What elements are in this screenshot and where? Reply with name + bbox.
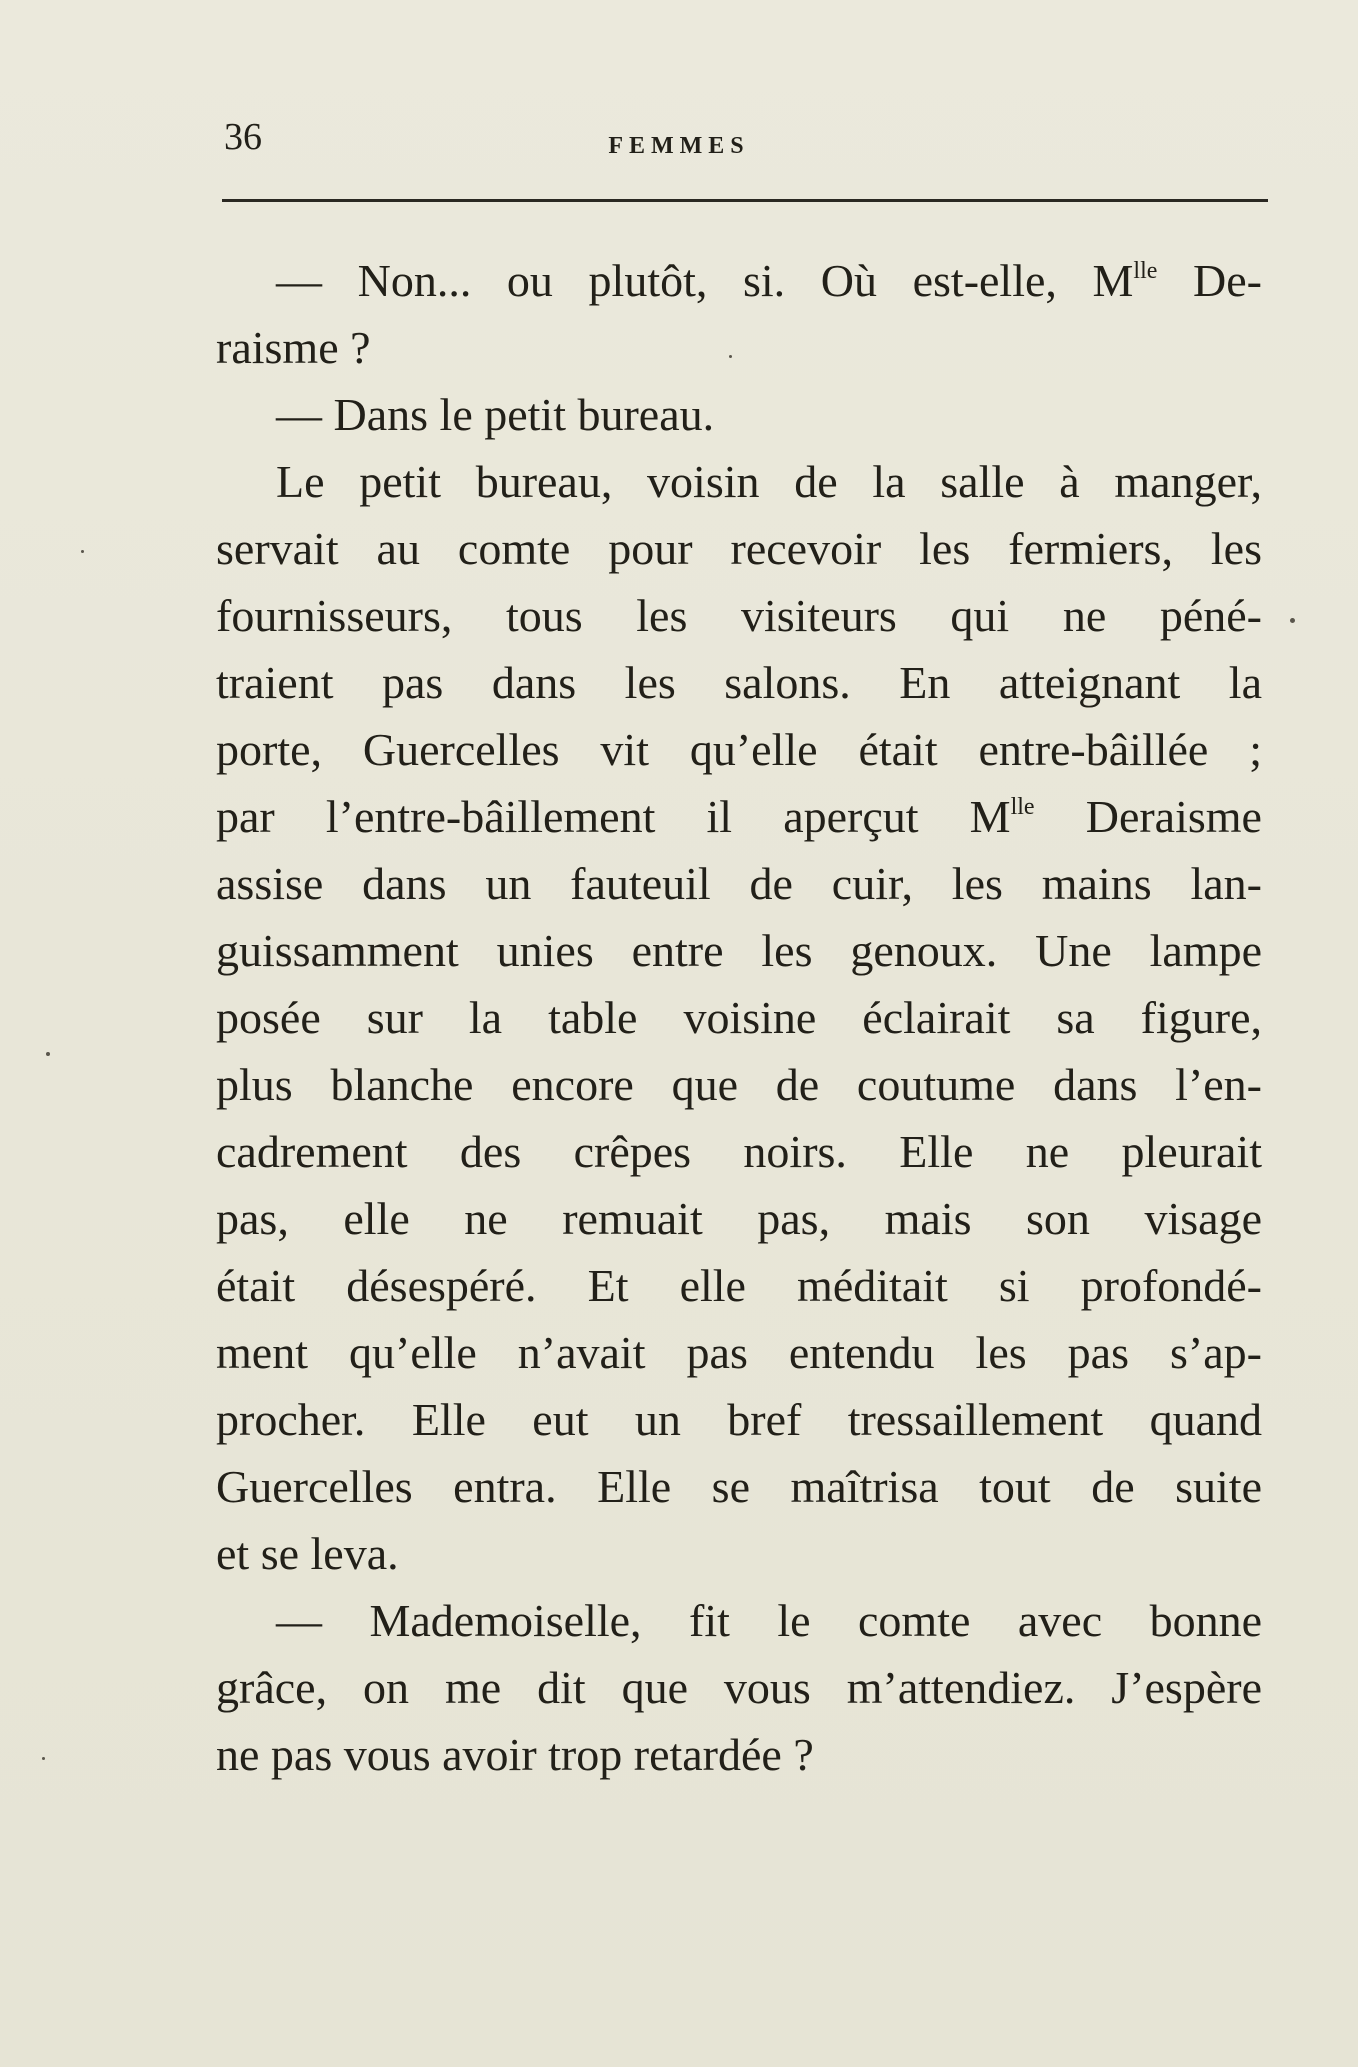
text-line: Le petit bureau, voisin de la salle à manger, (276, 456, 1262, 507)
text-line: cadrement des crêpes noirs. Elle ne pleurait (216, 1126, 1262, 1177)
text-line: ne pas vous avoir trop retardée ? (216, 1729, 814, 1780)
page-number: 36 (224, 116, 262, 158)
text-line: était désespéré. Et elle méditait si profondé- (216, 1260, 1262, 1311)
text-line: Guercelles entra. Elle se maîtrisa tout de suite (216, 1461, 1262, 1512)
text-line: grâce, on me dit que vous m’attendiez. J’espère (216, 1662, 1262, 1713)
text-line: raisme ? (216, 322, 371, 373)
text-line: porte, Guercelles vit qu’elle était entre-bâillée ; (216, 724, 1262, 775)
header-rule (222, 199, 1268, 202)
paper-speck (81, 550, 84, 553)
running-title: FEMMES (608, 133, 750, 159)
text-line: — Non... ou plutôt, si. Où est-elle, $M^{lle}$ De- (276, 255, 1262, 306)
text-line: — Mademoiselle, fit le comte avec bonne (276, 1595, 1262, 1646)
text-line: pas, elle ne remuait pas, mais son visage (216, 1193, 1262, 1244)
paper-speck (42, 1757, 45, 1760)
text-line: procher. Elle eut un bref tressaillement quand (216, 1394, 1262, 1445)
paper-speck (46, 1052, 50, 1056)
text-line: par l’entre-bâillement il aperçut $M^{lle}$ Deraisme (216, 791, 1262, 842)
paper-speck (729, 355, 732, 358)
text-line: et se leva. (216, 1528, 399, 1579)
text-line: ment qu’elle n’avait pas entendu les pas s’ap- (216, 1327, 1262, 1378)
text-line: servait au comte pour recevoir les fermiers, les (216, 523, 1262, 574)
text-line: fournisseurs, tous les visiteurs qui ne péné- (216, 590, 1262, 641)
superscript-abbrev: lle (1010, 794, 1035, 820)
text-line: guissamment unies entre les genoux. Une lampe (216, 925, 1262, 976)
text-line: — Dans le petit bureau. (276, 389, 715, 440)
superscript-abbrev: lle (1133, 258, 1158, 284)
text-line: plus blanche encore que de coutume dans l’en- (216, 1059, 1262, 1110)
text-line: assise dans un fauteuil de cuir, les mains lan- (216, 858, 1262, 909)
paper-speck (1290, 618, 1295, 623)
text-line: posée sur la table voisine éclairait sa figure, (216, 992, 1262, 1043)
body-text (216, 247, 1262, 1788)
text-line: traient pas dans les salons. En atteignant la (216, 657, 1262, 708)
